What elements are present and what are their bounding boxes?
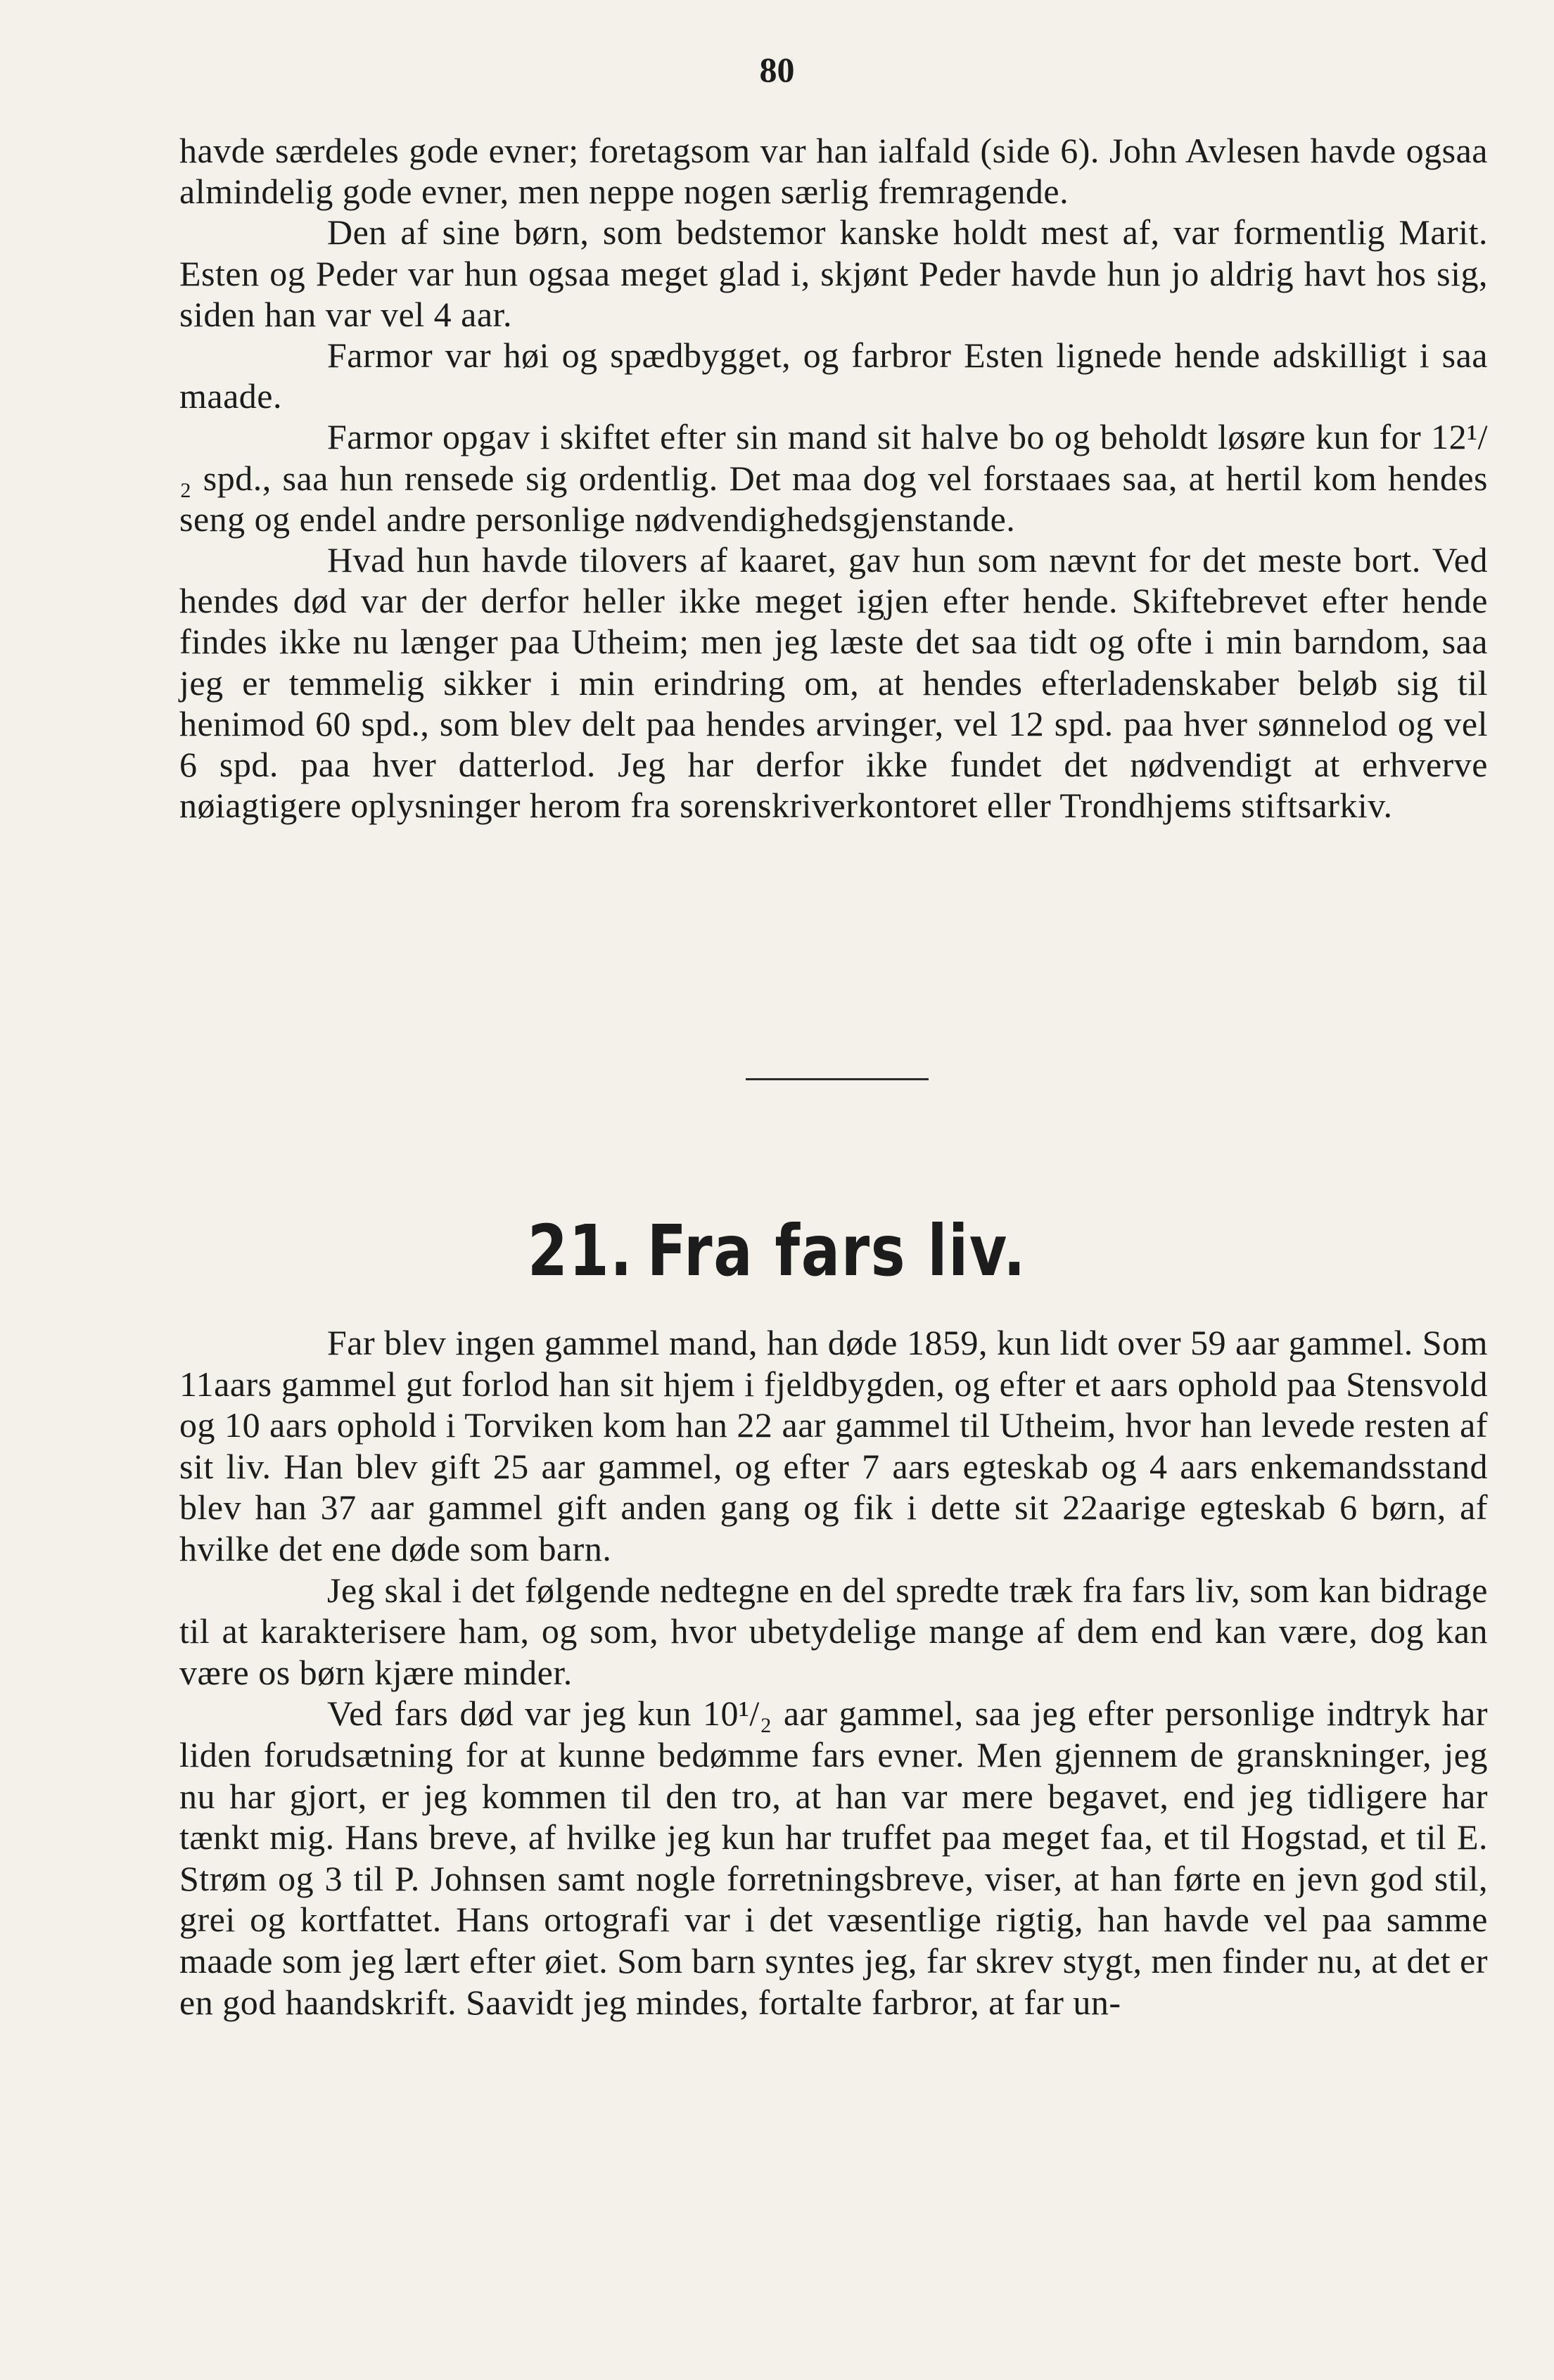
- page-number: 80: [759, 50, 795, 89]
- section-bottom-text: [179, 1322, 1488, 2023]
- paragraph: Farmor opgav i skiftet efter sin mand sit halve bo og beholdt løsøre kun for 12¹/₂ spd., saa hun rensede sig ordentlig. Det maa dog vel forstaaes saa, at hertil kom hendes seng og endel andre personlige nødvendighedsgjenstande.: [179, 417, 1488, 539]
- paragraph: Hvad hun havde tilovers af kaaret, gav hun som nævnt for det meste bort. Ved hendes død var der derfor heller ikke meget igjen efter hende. Skiftebrevet efter hende findes ikke nu længer paa Utheim; men jeg læste det saa tidt og ofte i min barndom, saa jeg er temmelig sikker i min erindring om, at hendes efterladenskaber beløb sig til henimod 60 spd., som blev delt paa hendes arvinger, vel 12 spd. paa hver sønnelod og vel 6 spd. paa hver datterlod. Jeg har derfor ikke fundet det nødvendigt at erhverve nøiagtigere oplysninger herom fra sorenskriverkontoret eller Trondhjems stiftsarkiv.: [179, 540, 1488, 826]
- chapter-number: 21.: [527, 1210, 634, 1292]
- paragraph: Far blev ingen gammel mand, han døde 1859, kun lidt over 59 aar gammel. Som 11aars gammel gut forlod han sit hjem i fjeldbygden, og efter et aars ophold paa Stensvold og 10 aars ophold i Torviken kom han 22 aar gammel til Utheim, hvor han levede resten af sit liv. Han blev gift 25 aar gammel, og efter 7 aars egteskab og 4 aars enkemandsstand blev han 37 aar gammel gift anden gang og fik i dette sit 22aarige egteskab 6 børn, af hvilke det ene døde som barn.: [179, 1323, 1488, 1568]
- section-top-text: [179, 130, 1488, 826]
- paragraph: Ved fars død var jeg kun 10¹/₂ aar gammel, saa jeg efter personlige indtryk har liden forudsætning for at kunne bedømme fars evner. Men gjennem de granskninger, jeg nu har gjort, er jeg kommen til den tro, at han var mere begavet, end jeg tidligere har tænkt mig. Hans breve, af hvilke jeg kun har truffet paa meget faa, et til Hogstad, et til E. Strøm og 3 til P. Johnsen samt nogle forretningsbreve, viser, at han førte en jevn god stil, grei og kortfattet. Hans ortografi var i det væsentlige rigtig, han havde vel paa samme maade som jeg lært efter øiet. Som barn syntes jeg, far skrev stygt, men finder nu, at det er en god haandskrift. Saavidt jeg mindes, fortalte farbror, at far un-: [179, 1694, 1488, 2022]
- chapter-title: Fra fars liv.: [647, 1210, 1027, 1292]
- chapter-heading: [140, 1210, 1414, 1292]
- paragraph: Den af sine børn, som bedstemor kanske holdt mest af, var formentlig Marit. Esten og Peder var hun ogsaa meget glad i, skjønt Peder havde hun jo aldrig havt hos sig, siden han var vel 4 aar.: [179, 212, 1488, 334]
- paragraph: Jeg skal i det følgende nedtegne en del spredte træk fra fars liv, som kan bidrage til at karakterisere ham, og som, hvor ubetydelige mange af dem end kan være, dog kan være os børn kjære minder.: [179, 1570, 1488, 1692]
- paragraph: havde særdeles gode evner; foretagsom var han ialfald (side 6). John Avlesen havde ogsaa almindelig gode evner, men neppe nogen særlig fremragende.: [179, 131, 1488, 212]
- section-divider: [746, 1078, 929, 1080]
- paragraph: Farmor var høi og spædbygget, og farbror Esten lignede hende adskilligt i saa maade.: [179, 335, 1488, 416]
